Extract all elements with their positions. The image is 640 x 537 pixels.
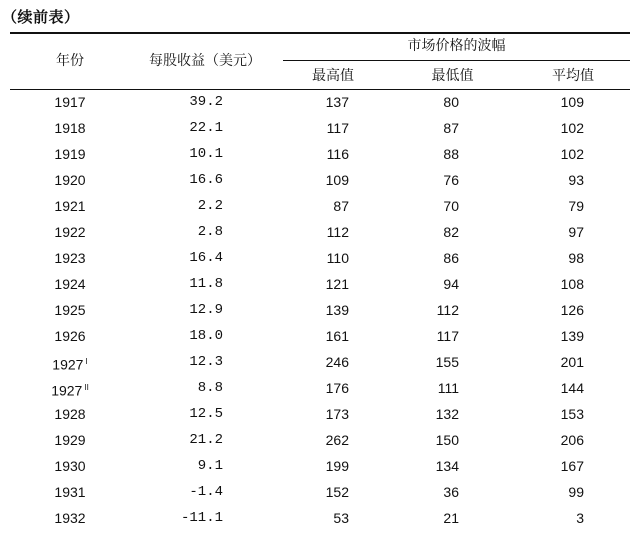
low-cell: 80 bbox=[443, 94, 459, 110]
high-cell: 116 bbox=[326, 146, 349, 162]
high-cell: 173 bbox=[325, 406, 349, 422]
year-cell: 1926 bbox=[54, 328, 86, 344]
table-row bbox=[0, 167, 640, 193]
eps-cell: 8.8 bbox=[197, 380, 223, 396]
table-row bbox=[0, 349, 640, 375]
low-cell: 117 bbox=[436, 328, 459, 344]
eps-cell: 12.5 bbox=[189, 406, 223, 422]
avg-cell: 102 bbox=[560, 146, 584, 162]
header-price-range: 市场价格的波幅 bbox=[407, 38, 506, 54]
low-cell: 150 bbox=[435, 432, 459, 448]
eps-cell: 12.3 bbox=[189, 354, 223, 370]
high-cell: 121 bbox=[325, 276, 349, 292]
table-top-rule bbox=[10, 32, 630, 34]
year-cell: 1921 bbox=[54, 198, 86, 214]
avg-cell: 79 bbox=[568, 198, 584, 214]
low-cell: 132 bbox=[435, 406, 459, 422]
low-cell: 94 bbox=[443, 276, 459, 292]
avg-cell: 93 bbox=[568, 172, 584, 188]
header-high: 最高值 bbox=[312, 68, 354, 84]
year-cell: 1927 $^{II}$ bbox=[51, 382, 89, 399]
high-cell: 152 bbox=[325, 484, 349, 500]
eps-cell: 21.2 bbox=[189, 432, 223, 448]
table-row bbox=[0, 297, 640, 323]
year-cell: 1924 bbox=[54, 276, 86, 292]
high-cell: 137 bbox=[325, 94, 349, 110]
avg-cell: 126 bbox=[560, 302, 584, 318]
year-cell: 1929 bbox=[54, 432, 86, 448]
table-row bbox=[0, 479, 640, 505]
eps-cell: 9.1 bbox=[197, 458, 223, 474]
year-cell: 1922 bbox=[54, 224, 86, 240]
high-cell: 161 bbox=[325, 328, 349, 344]
table-row bbox=[0, 193, 640, 219]
low-cell: 70 bbox=[443, 198, 459, 214]
avg-cell: 167 bbox=[560, 458, 584, 474]
year-cell: 1923 bbox=[54, 250, 86, 266]
table-row bbox=[0, 89, 640, 115]
high-cell: 139 bbox=[325, 302, 349, 318]
low-cell: 88 bbox=[443, 146, 459, 162]
low-cell: 86 bbox=[443, 250, 459, 266]
year-cell: 1925 bbox=[54, 302, 86, 318]
table-row bbox=[0, 375, 640, 401]
header-year: 年份 bbox=[56, 53, 84, 69]
eps-cell: 10.1 bbox=[189, 146, 223, 162]
table-row bbox=[0, 401, 640, 427]
avg-cell: 144 bbox=[560, 380, 584, 396]
eps-cell: 16.4 bbox=[189, 250, 223, 266]
avg-cell: 109 bbox=[560, 94, 584, 110]
year-cell: 1931 bbox=[54, 484, 86, 500]
table-row bbox=[0, 141, 640, 167]
low-cell: 134 bbox=[435, 458, 459, 474]
low-cell: 155 bbox=[435, 354, 459, 370]
year-cell: 1932 bbox=[54, 510, 86, 526]
eps-cell: 16.6 bbox=[189, 172, 223, 188]
avg-cell: 139 bbox=[560, 328, 584, 344]
footnote-mark: I bbox=[85, 357, 88, 366]
eps-cell: 11.8 bbox=[189, 276, 223, 292]
table-row bbox=[0, 505, 640, 531]
avg-cell: 3 bbox=[576, 510, 584, 526]
table-caption: （续前表） bbox=[2, 8, 80, 26]
eps-cell: 18.0 bbox=[189, 328, 223, 344]
low-cell: 21 bbox=[443, 510, 459, 526]
table-row bbox=[0, 427, 640, 453]
high-cell: 112 bbox=[326, 224, 349, 240]
table-row bbox=[0, 323, 640, 349]
low-cell: 82 bbox=[443, 224, 459, 240]
high-cell: 53 bbox=[333, 510, 349, 526]
header-eps: 每股收益（美元） bbox=[149, 53, 261, 69]
eps-cell: 2.2 bbox=[197, 198, 223, 214]
year-cell: 1918 bbox=[54, 120, 86, 136]
table-row bbox=[0, 115, 640, 141]
year-cell: 1928 bbox=[54, 406, 86, 422]
header-low: 最低值 bbox=[431, 68, 474, 84]
avg-cell: 98 bbox=[568, 250, 584, 266]
high-cell: 246 bbox=[325, 354, 349, 370]
year-cell: 1919 bbox=[54, 146, 86, 162]
avg-cell: 206 bbox=[560, 432, 584, 448]
avg-cell: 97 bbox=[568, 224, 584, 240]
high-cell: 199 bbox=[325, 458, 349, 474]
year-cell: 1927 $^I$ bbox=[52, 356, 88, 373]
avg-cell: 153 bbox=[560, 406, 584, 422]
low-cell: 111 bbox=[437, 380, 459, 396]
low-cell: 87 bbox=[443, 120, 459, 136]
table-row bbox=[0, 245, 640, 271]
avg-cell: 108 bbox=[560, 276, 584, 292]
low-cell: 112 bbox=[436, 302, 459, 318]
eps-cell: 2.8 bbox=[197, 224, 223, 240]
table-row bbox=[0, 453, 640, 479]
footnote-mark: II bbox=[84, 383, 89, 392]
year-cell: 1917 bbox=[54, 94, 86, 110]
high-cell: 176 bbox=[325, 380, 349, 396]
eps-cell: 12.9 bbox=[189, 302, 223, 318]
eps-cell: 39.2 bbox=[189, 94, 223, 110]
avg-cell: 99 bbox=[568, 484, 584, 500]
year-cell: 1930 bbox=[54, 458, 86, 474]
low-cell: 36 bbox=[443, 484, 459, 500]
header-avg: 平均值 bbox=[552, 68, 594, 84]
header-group-rule bbox=[283, 60, 630, 61]
year-cell: 1920 bbox=[54, 172, 86, 188]
table-row bbox=[0, 271, 640, 297]
eps-cell: -11.1 bbox=[180, 510, 223, 526]
table-row bbox=[0, 219, 640, 245]
high-cell: 110 bbox=[326, 250, 349, 266]
eps-cell: 22.1 bbox=[189, 120, 223, 136]
high-cell: 87 bbox=[333, 198, 349, 214]
eps-cell: -1.4 bbox=[189, 484, 223, 500]
avg-cell: 201 bbox=[560, 354, 584, 370]
table-body bbox=[0, 89, 640, 531]
high-cell: 262 bbox=[325, 432, 349, 448]
low-cell: 76 bbox=[443, 172, 459, 188]
avg-cell: 102 bbox=[560, 120, 584, 136]
high-cell: 117 bbox=[326, 120, 349, 136]
high-cell: 109 bbox=[325, 172, 349, 188]
